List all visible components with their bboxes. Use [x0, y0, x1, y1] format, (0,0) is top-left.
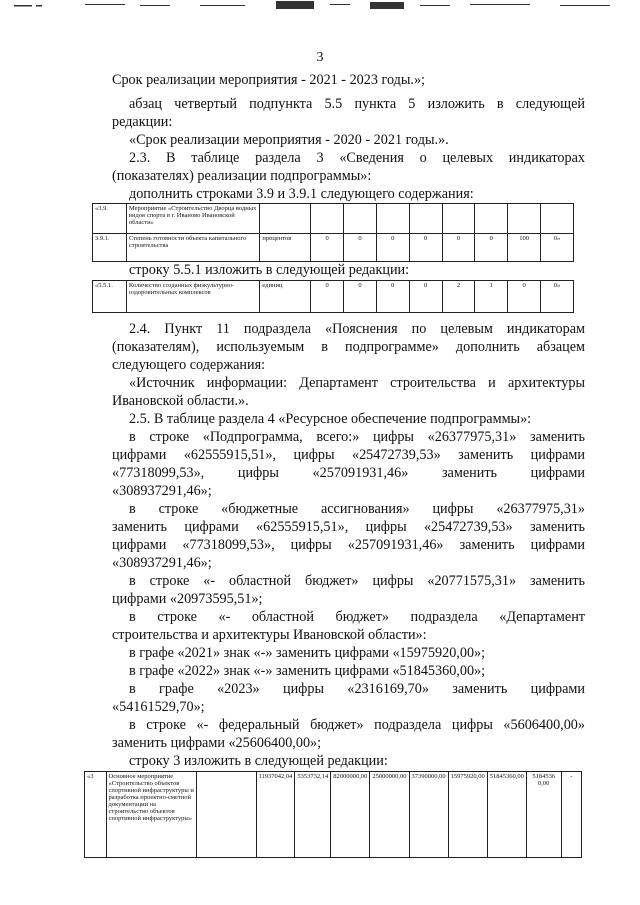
scan-noise [0, 0, 640, 12]
text-line: «77318099,53», цифры «257091931,46» заменить цифрами [112, 465, 585, 481]
text-line: 2.4. Пункт 11 подраздела «Пояснения по целевым индикаторам [129, 321, 585, 337]
table-row: «5.5.1. Количество созданных физкультурно-оздоровительных комплексов единиц 0 0 0 0 2 1 0 0» [93, 281, 574, 313]
text-line: Ивановской области.». [112, 393, 249, 409]
text-line: в строке «Подпрограмма, всего:» цифры «26377975,31» заменить [129, 429, 585, 445]
text-line: «54161529,70»; [112, 699, 205, 715]
text-line: следующего содержания: [112, 357, 266, 373]
text-line: дополнить строками 3.9 и 3.9.1 следующего содержания: [129, 186, 474, 202]
text-line: в строке «- областной бюджет» цифры «20771575,31» заменить [129, 573, 585, 589]
text-line: заменить цифрами «62555915,51», цифры «25472739,53» заменить [112, 519, 585, 535]
text-line: «Срок реализации мероприятия - 2020 - 2021 годы.». [129, 132, 449, 148]
indicators-table [92, 203, 574, 262]
text-line: цифрами «77318099,53», цифры «257091931,46» заменить цифрами [112, 537, 585, 553]
indicators-table-2 [92, 280, 574, 313]
table-row: 3.9.1. Степень готовности объекта капитального строительства процентов 0 0 0 0 0 0 100 0» [93, 234, 574, 262]
resources-table [84, 771, 582, 858]
text-line: цифрами «20973595,51»; [112, 591, 263, 607]
text-line: строку 3 изложить в следующей редакции: [129, 753, 388, 769]
text-line: в графе «2023» цифры «2316169,70» заменить цифрами [129, 681, 585, 697]
text-line: цифрами «62555915,51», цифры «25472739,53» заменить цифрами [112, 447, 585, 463]
text-line: в графе «2022» знак «-» заменить цифрами «51845360,00»; [129, 663, 486, 679]
text-line: строительства и архитектуры Ивановской области»: [112, 627, 427, 643]
text-line: (показателях) реализации подпрограммы»: [112, 168, 372, 184]
text-line: (показателям), используемым в подпрограмме» дополнить абзацем [112, 339, 585, 355]
text-line: 2.3. В таблице раздела 3 «Сведения о целевых индикаторах [129, 150, 585, 166]
table-row: «3.9. Мероприятие «Строительство Дворца водных видов спорта в г. Иваново Ивановской области» [93, 204, 574, 234]
text-line: «308937291,46»; [112, 483, 212, 499]
text-line: в строке «- областной бюджет» подраздела «Департамент [129, 609, 585, 625]
text-line: «Источник информации: Департамент строительства и архитектуры [129, 375, 585, 391]
text-line: в строке «бюджетные ассигнования» цифры «26377975,31» [129, 501, 585, 517]
text-line: 2.5. В таблице раздела 4 «Ресурсное обеспечение подпрограммы»: [129, 411, 532, 427]
page-number: 3 [316, 50, 324, 65]
text-line: «308937291,46»; [112, 555, 212, 571]
text-line: Срок реализации мероприятия - 2021 - 2023 годы.»; [112, 72, 425, 88]
text-line: в строке «- федеральный бюджет» подраздела цифры «5606400,00» [129, 717, 585, 733]
text-line: заменить цифрами «25606400,00»; [112, 735, 322, 751]
text-line: редакции: [112, 114, 173, 130]
text-line: абзац четвертый подпункта 5.5 пункта 5 изложить в следующей [129, 96, 585, 112]
text-line: в графе «2021» знак «-» заменить цифрами «15975920,00»; [129, 645, 486, 661]
text-line: строку 5.5.1 изложить в следующей редакции: [129, 262, 410, 278]
table-row: «3 Основное мероприятие «Строительство объектов спортивной инфраструктуры и разработка проектно-сметной документации на строительство объектов спортивной инфраструктуры» 11937042,04 5353732,14 82000000,00 25000000,00 37390000,00 15975920,00 51845360,00 5184536 0,00 - [85, 772, 582, 858]
